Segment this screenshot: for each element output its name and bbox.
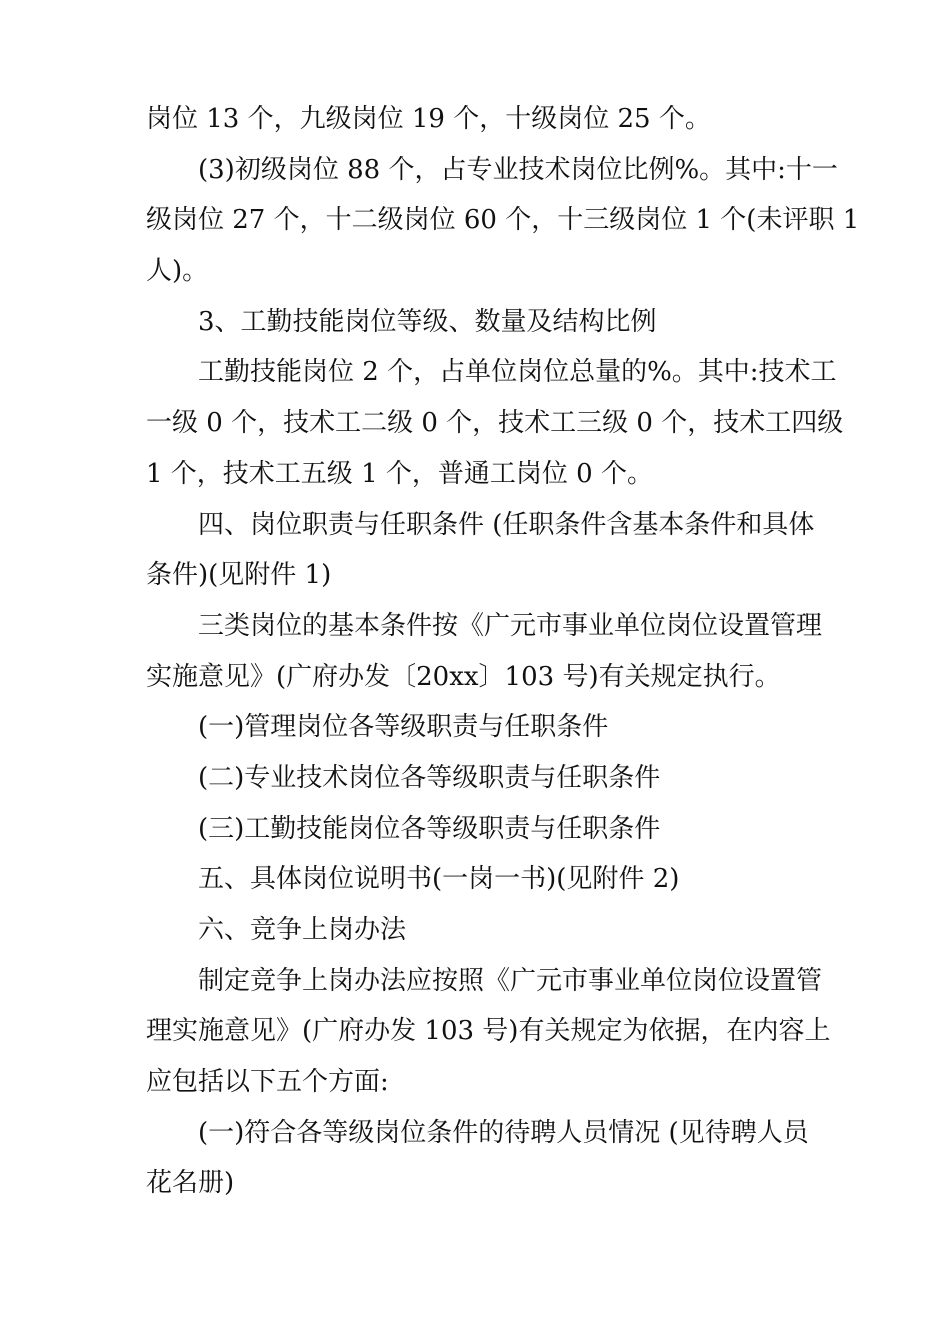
text-line: 1 个，技术工五级 1 个，普通工岗位 0 个。 — [146, 458, 653, 489]
text-line: 四、岗位职责与任职条件 (任职条件含基本条件和具体 — [198, 509, 815, 540]
text-line: 制定竞争上岗办法应按照《广元市事业单位岗位设置管 — [198, 965, 823, 996]
text-line: (三)工勤技能岗位各等级职责与任职条件 — [198, 813, 661, 844]
text-line: 条件)(见附件 1) — [146, 560, 332, 591]
text-line: 岗位 13 个，九级岗位 19 个，十级岗位 25 个。 — [146, 104, 711, 134]
text-line: (3)初级岗位 88 个，占专业技术岗位比例%。其中:十一 — [198, 154, 838, 185]
text-line: 三类岗位的基本条件按《广元市事业单位岗位设置管理 — [198, 610, 823, 641]
text-line: 花名册) — [146, 1168, 235, 1199]
text-line: 工勤技能岗位 2 个，占单位岗位总量的%。其中:技术工 — [198, 357, 837, 388]
text-line: 级岗位 27 个，十二级岗位 60 个，十三级岗位 1 个(未评职 1 — [146, 205, 860, 236]
text-line: 3、工勤技能岗位等级、数量及结构比例 — [198, 306, 657, 337]
text-line: 人)。 — [146, 256, 209, 287]
document-body — [146, 94, 860, 1209]
text-line: 一级 0 个，技术工二级 0 个，技术工三级 0 个，技术工四级 — [146, 408, 844, 439]
text-line: (一)符合各等级岗位条件的待聘人员情况 (见待聘人员 — [198, 1117, 809, 1148]
text-line: 实施意见》(广府办发〔20xx〕103 号)有关规定执行。 — [146, 661, 781, 692]
text-line: (一)管理岗位各等级职责与任职条件 — [198, 712, 609, 743]
text-line: 理实施意见》(广府办发 103 号)有关规定为依据，在内容上 — [146, 1016, 831, 1047]
text-line: 应包括以下五个方面: — [146, 1067, 389, 1098]
text-line: 五、具体岗位说明书(一岗一书)(见附件 2) — [198, 864, 680, 895]
text-line: 六、竞争上岗办法 — [198, 915, 407, 945]
text-line: (二)专业技术岗位各等级职责与任职条件 — [198, 762, 661, 793]
